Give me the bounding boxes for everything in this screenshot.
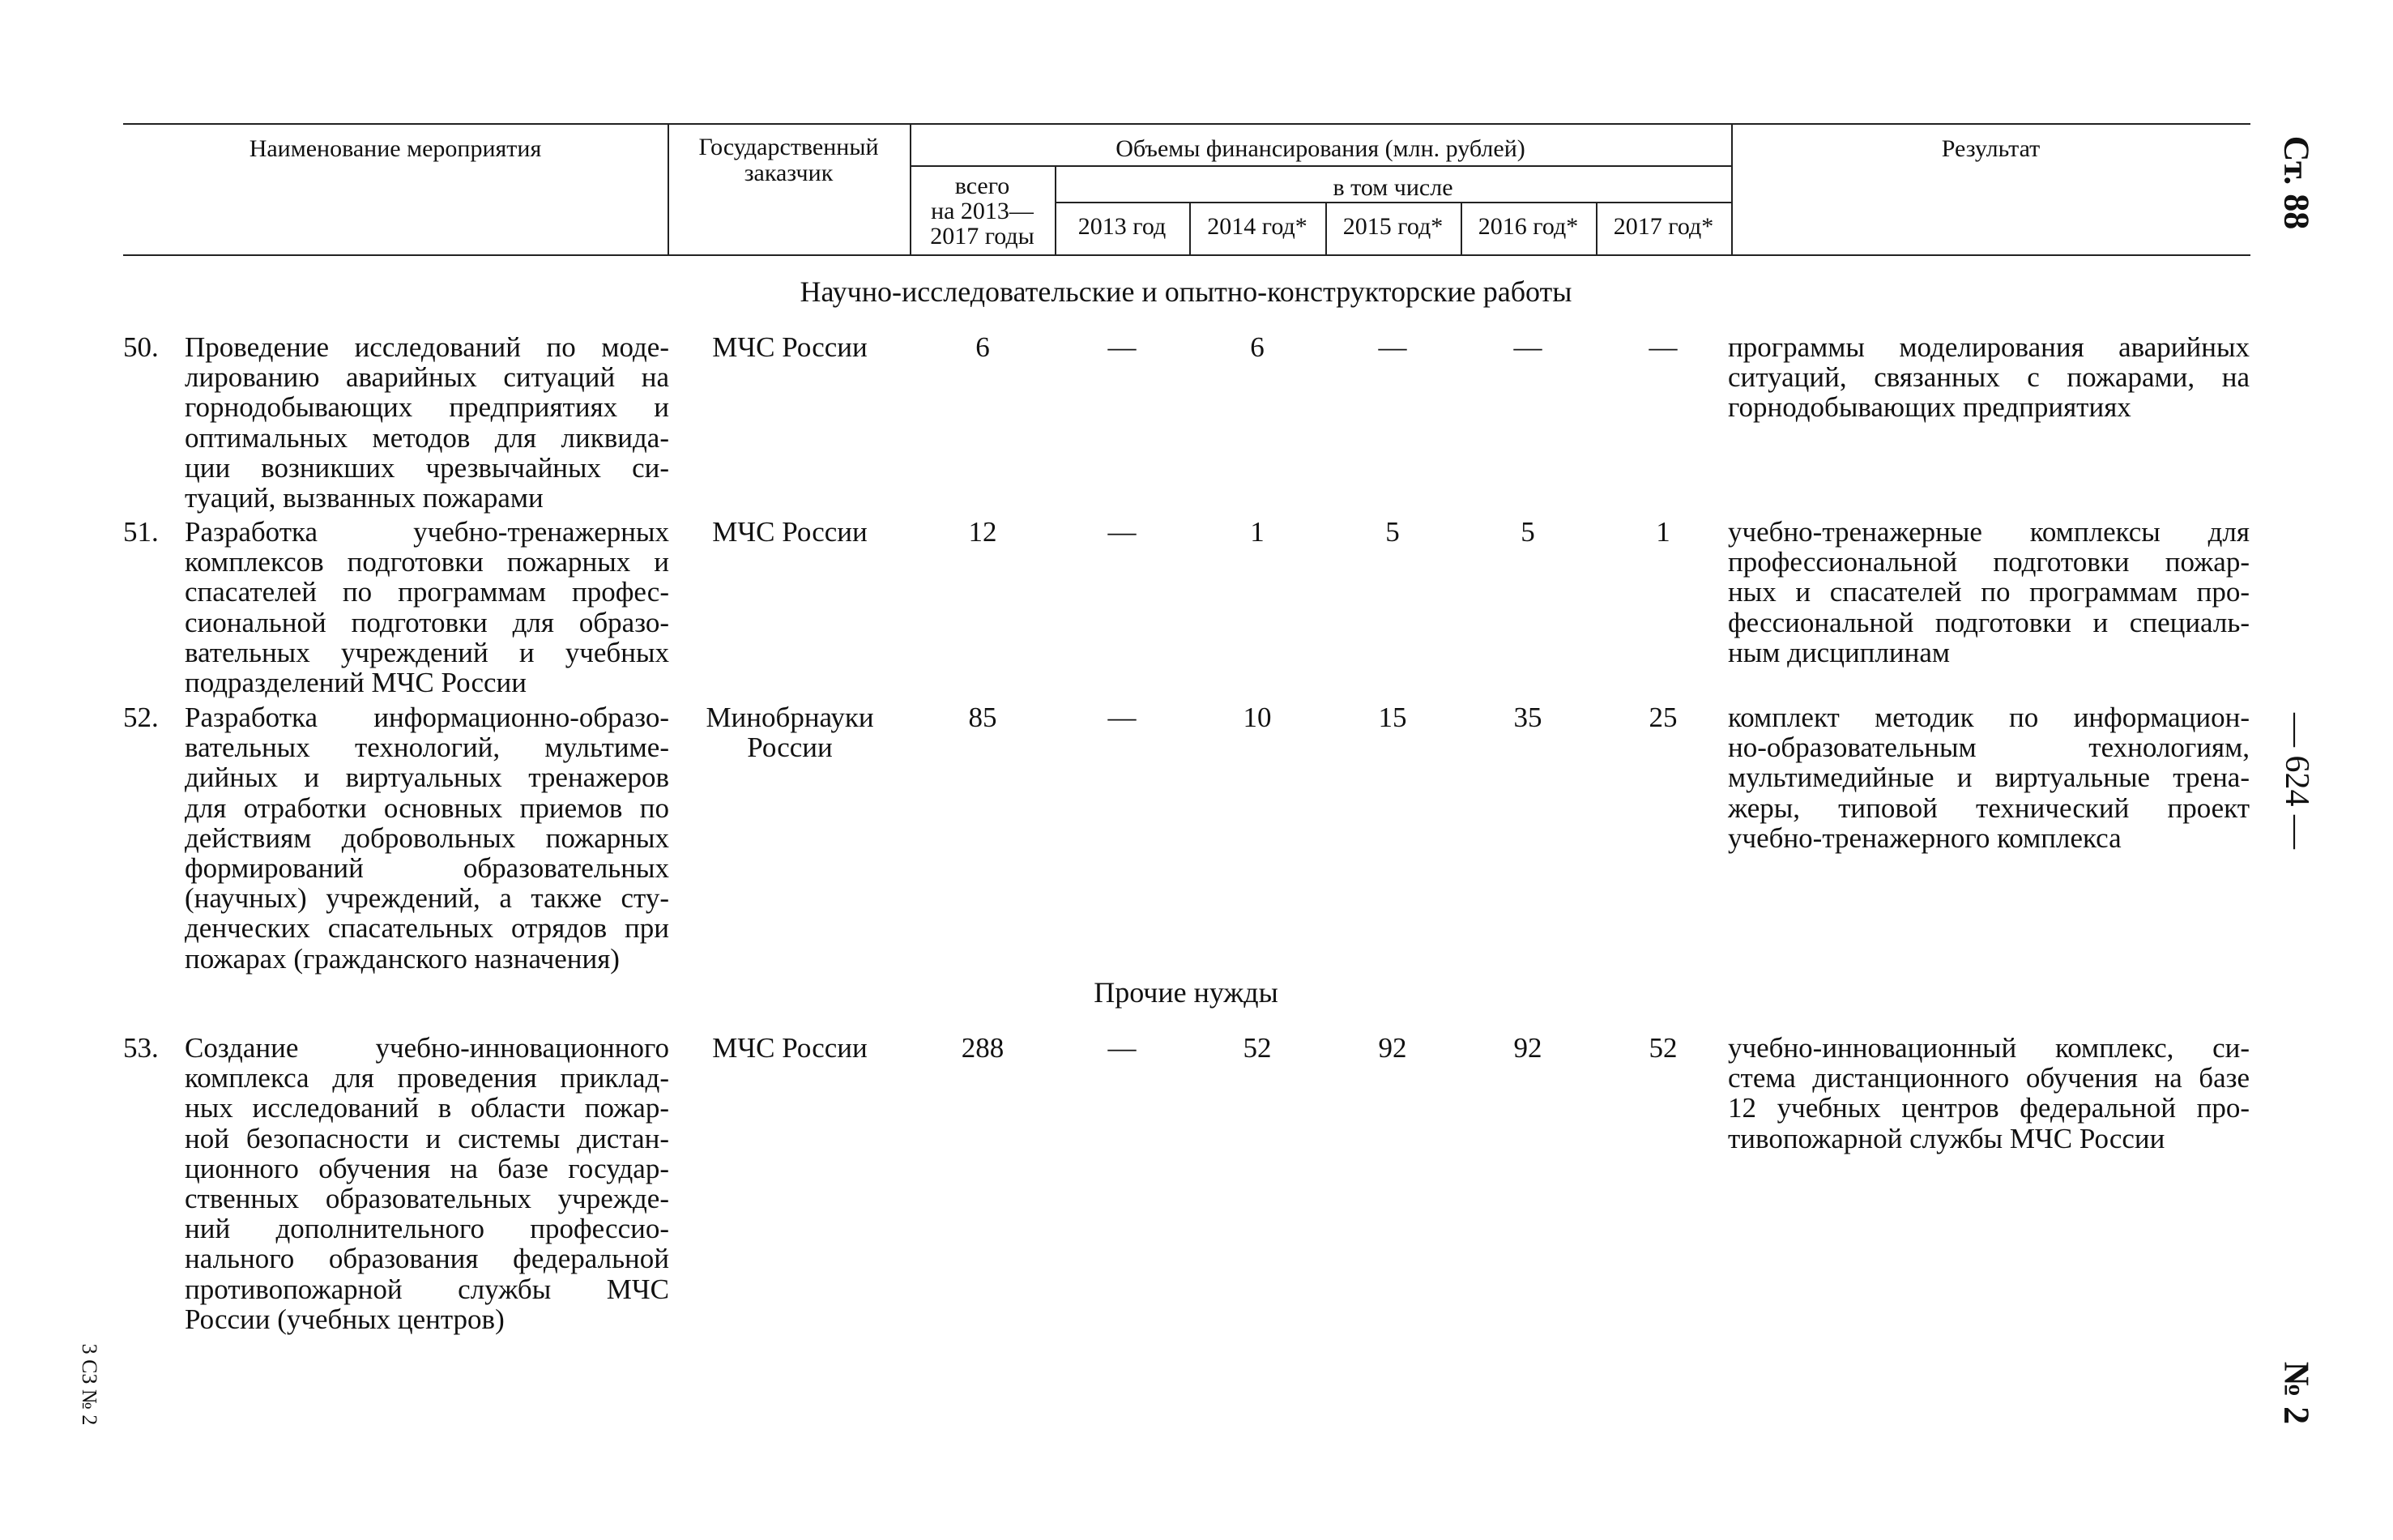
row-2015: 15 <box>1378 702 1407 733</box>
row-name-line: горнодобывающих предприятиях и <box>185 391 669 424</box>
row-name-line: Проведение исследований по моде- <box>185 331 669 363</box>
row-2015: — <box>1378 331 1407 363</box>
section-title-other: Прочие нужды <box>1094 976 1278 1009</box>
header-top-rule <box>123 123 2250 125</box>
row-result-line: ных и спасателей по программам про- <box>1728 576 2250 608</box>
row-name-line: (научных) учреждений, а также сту- <box>185 882 669 915</box>
row-result <box>1728 702 2250 853</box>
row-result-line: мультимедийные и виртуальные трена- <box>1728 761 2250 794</box>
row-number: 50. <box>123 331 159 363</box>
row-name-line: лированию аварийных ситуаций на <box>185 361 669 394</box>
section-title-rnd: Научно-исследовательские и опытно-конструкторские работы <box>800 275 1572 308</box>
row-result-line: комплект методик по информацион- <box>1728 702 2250 733</box>
header-total-line: на 2013— <box>931 198 1034 224</box>
row-name-line: оптимальных методов для ликвида- <box>185 421 669 454</box>
row-name-line: ционного обучения на базе государ- <box>185 1152 669 1184</box>
row-name-line: Создание учебно-инновационного <box>185 1032 669 1064</box>
row-result <box>1728 517 2250 668</box>
row-customer-line: России <box>747 732 833 764</box>
page-reference: Ст. 88 <box>2276 135 2317 230</box>
row-name <box>185 517 669 697</box>
row-name-line: комплексов подготовки пожарных и <box>185 546 669 578</box>
row-customer-line: МЧС России <box>712 331 868 363</box>
row-name-line: для отработки основных приемов по <box>185 791 669 824</box>
row-name-line: вательных технологий, мультиме- <box>185 732 669 764</box>
row-result-line: ситуаций, связанных с пожарами, на <box>1728 361 2250 394</box>
row-2016: — <box>1513 331 1542 363</box>
row-result-line: профессиональной подготовки пожар- <box>1728 546 2250 578</box>
row-name-line: Разработка информационно-образо- <box>185 702 669 733</box>
row-result-line: жеры, типовой технический проект <box>1728 791 2250 824</box>
row-name-line: нального образования федеральной <box>185 1243 669 1275</box>
row-result-line: фессиональной подготовки и специаль- <box>1728 606 2250 638</box>
row-customer <box>672 702 907 762</box>
row-name-line: противопожарной службы МЧС <box>185 1273 669 1305</box>
row-total: 12 <box>968 516 997 548</box>
row-total: 6 <box>975 331 990 363</box>
row-2014: 52 <box>1243 1032 1272 1064</box>
row-result-line: учебно-инновационный комплекс, си- <box>1728 1032 2250 1064</box>
header-bottom-rule <box>123 254 2250 256</box>
row-2015: 5 <box>1385 516 1400 548</box>
row-result-line: стема дистанционного обучения на базе <box>1728 1062 2250 1094</box>
row-name-line: вательных учреждений и учебных <box>185 636 669 668</box>
row-name-line: ции возникших чрезвычайных си- <box>185 451 669 484</box>
row-customer <box>672 332 907 362</box>
header-customer <box>668 134 910 186</box>
row-name-line: ственных образовательных учрежде- <box>185 1183 669 1215</box>
row-2017: 1 <box>1656 516 1670 548</box>
row-name-line: ной безопасности и системы дистан- <box>185 1122 669 1154</box>
row-number: 53. <box>123 1032 159 1064</box>
row-name <box>185 702 669 974</box>
row-name-line: ных исследований в области пожар- <box>185 1092 669 1124</box>
row-2016: 35 <box>1513 702 1542 733</box>
row-result-line: ным дисциплинам <box>1728 636 1951 668</box>
row-name-line: сиональной подготовки для образо- <box>185 606 669 638</box>
page-number: — 624 — <box>2278 713 2315 849</box>
row-name-line: формирований образовательных <box>185 852 669 885</box>
header-total-line: 2017 годы <box>930 223 1034 250</box>
header-customer-line: заказчик <box>744 160 834 186</box>
header-result: Результат <box>1941 135 2041 162</box>
header-customer-line: Государственный <box>698 134 879 160</box>
row-2014: 6 <box>1250 331 1265 363</box>
row-customer-line: МЧС России <box>712 516 868 548</box>
row-2014: 10 <box>1243 702 1272 733</box>
row-2013: — <box>1107 1032 1137 1064</box>
row-name-line: дийных и виртуальных тренажеров <box>185 761 669 794</box>
row-2013: — <box>1107 331 1137 363</box>
row-number: 51. <box>123 516 159 548</box>
header-total <box>910 173 1055 249</box>
issue-number: № 2 <box>2276 1361 2317 1425</box>
row-2014: 1 <box>1250 516 1265 548</box>
row-customer-line: Минобрнауки <box>706 702 874 733</box>
row-name-line: действиям добровольных пожарных <box>185 821 669 854</box>
row-result <box>1728 1033 2250 1154</box>
row-name-line: подразделений МЧС России <box>185 667 527 699</box>
header-year: 2014 год* <box>1207 213 1307 240</box>
header-total-line: всего <box>954 173 1010 199</box>
row-2016: 92 <box>1513 1032 1542 1064</box>
row-result-line: горнодобывающих предприятиях <box>1728 391 2131 424</box>
header-year: 2017 год* <box>1613 213 1714 240</box>
header-name: Наименование мероприятия <box>249 135 542 162</box>
row-2015: 92 <box>1378 1032 1407 1064</box>
row-total: 85 <box>968 702 997 733</box>
header-year: 2013 год <box>1077 213 1167 240</box>
row-name <box>185 332 669 513</box>
row-name-line: спасателей по программам профес- <box>185 576 669 608</box>
row-total: 288 <box>961 1032 1005 1064</box>
row-name <box>185 1033 669 1334</box>
row-2017: — <box>1649 331 1678 363</box>
row-result-line: 12 учебных центров федеральной про- <box>1728 1092 2250 1124</box>
row-result-line: программы моделирования аварийных <box>1728 331 2250 363</box>
row-number: 52. <box>123 702 159 733</box>
row-2016: 5 <box>1521 516 1535 548</box>
row-result <box>1728 332 2250 423</box>
row-2013: — <box>1107 702 1137 733</box>
header-including: в том числе <box>1333 174 1453 201</box>
row-2017: 52 <box>1649 1032 1678 1064</box>
row-2013: — <box>1107 516 1137 548</box>
row-customer <box>672 1033 907 1063</box>
signature-mark: 3 СЗ № 2 <box>78 1343 101 1426</box>
row-name-line: денческих спасательных отрядов при <box>185 912 669 945</box>
header-funding: Объемы финансирования (млн. рублей) <box>1115 135 1525 162</box>
header-year: 2015 год* <box>1342 213 1444 240</box>
row-name-line: комплекса для проведения приклад- <box>185 1062 669 1094</box>
row-result-line: учебно-тренажерного комплекса <box>1728 821 2122 854</box>
row-name-line: Разработка учебно-тренажерных <box>185 516 669 548</box>
row-result-line: но-образовательным технологиям, <box>1728 732 2250 764</box>
row-name-line: пожарах (гражданского назначения) <box>185 942 620 975</box>
header-year: 2016 год* <box>1478 213 1579 240</box>
row-name-line: туаций, вызванных пожарами <box>185 482 544 514</box>
row-2017: 25 <box>1649 702 1678 733</box>
row-customer <box>672 517 907 547</box>
row-name-line: России (учебных центров) <box>185 1303 505 1335</box>
row-result-line: учебно-тренажерные комплексы для <box>1728 516 2250 548</box>
row-customer-line: МЧС России <box>712 1032 868 1064</box>
row-result-line: тивопожарной службы МЧС России <box>1728 1122 2165 1154</box>
header-funding-rule <box>910 165 1731 167</box>
row-name-line: ний дополнительного профессио- <box>185 1213 669 1245</box>
